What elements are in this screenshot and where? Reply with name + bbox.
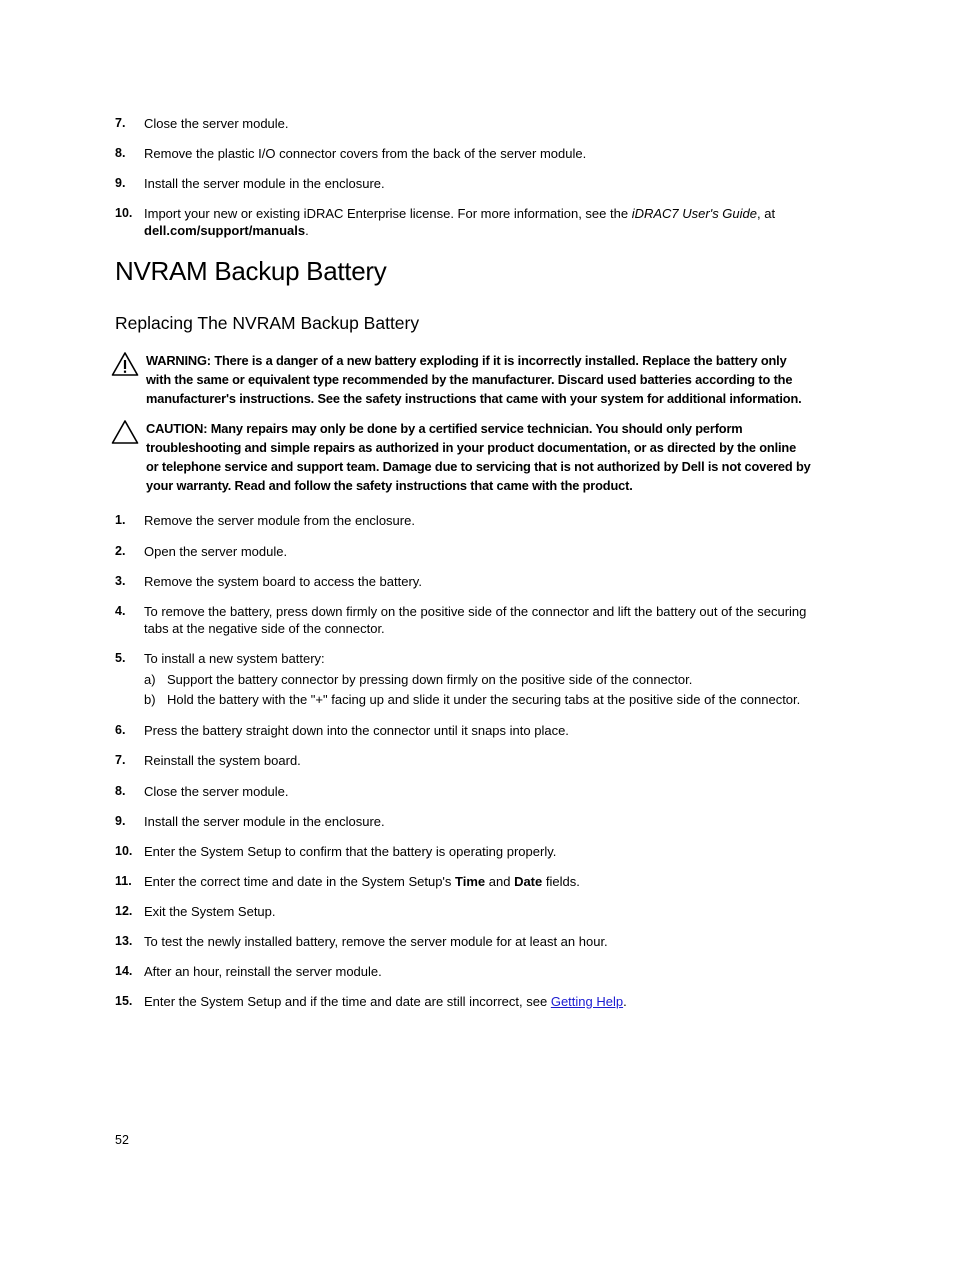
step-text bbox=[144, 993, 815, 1010]
procedure-step-3 bbox=[115, 573, 815, 590]
step-text-part: , at bbox=[757, 206, 776, 221]
procedure-step-5 bbox=[115, 650, 815, 708]
step-text: Press the battery straight down into the connector until it snaps into place. bbox=[144, 723, 569, 738]
step-number: 4. bbox=[115, 604, 126, 618]
substep-letter: b) bbox=[144, 692, 156, 707]
list-item bbox=[115, 873, 815, 890]
procedure-step-13 bbox=[115, 933, 815, 950]
list-item bbox=[115, 650, 815, 708]
step-number: 3. bbox=[115, 574, 126, 588]
procedure-step-15 bbox=[115, 993, 815, 1010]
step-text: Remove the system board to access the battery. bbox=[144, 574, 422, 589]
step-text: Remove the plastic I/O connector covers from the back of the server module. bbox=[144, 146, 587, 161]
step-text: Close the server module. bbox=[144, 116, 289, 131]
step-number: 6. bbox=[115, 723, 126, 737]
substep-text: Hold the battery with the "+" facing up and slide it under the securing tabs at the positive side of the connector. bbox=[167, 692, 801, 707]
step-text-part: Enter the System Setup and if the time and date are still incorrect, see bbox=[144, 994, 551, 1009]
subsection-title: Replacing The NVRAM Backup Battery bbox=[115, 313, 420, 333]
step-number: 8. bbox=[115, 146, 126, 160]
getting-help-link[interactable]: Getting Help bbox=[550, 994, 624, 1009]
procedure-step-2 bbox=[115, 543, 815, 560]
procedure-step-4 bbox=[115, 603, 815, 637]
continued-steps-list bbox=[115, 205, 815, 239]
list-item bbox=[115, 145, 815, 162]
step-text: Reinstall the system board. bbox=[144, 753, 301, 768]
substep bbox=[144, 691, 815, 708]
date-field-name: Date bbox=[514, 874, 543, 889]
continued-steps-list bbox=[115, 145, 815, 162]
support-url: dell.com/support/manuals bbox=[144, 223, 306, 238]
step-text: Open the server module. bbox=[144, 544, 288, 559]
step-number: 15. bbox=[115, 994, 133, 1008]
step-number: 7. bbox=[115, 116, 126, 130]
list-item bbox=[115, 813, 815, 830]
section-title: NVRAM Backup Battery bbox=[115, 256, 387, 286]
caution-icon bbox=[111, 419, 139, 445]
time-field-name: Time bbox=[455, 874, 486, 889]
procedure-step-1 bbox=[115, 512, 815, 529]
list-item bbox=[115, 603, 815, 637]
step-number: 11. bbox=[115, 874, 132, 888]
continued-steps-list bbox=[115, 175, 815, 192]
step-text-part: Import your new or existing iDRAC Enterprise license. For more information, see the bbox=[144, 206, 632, 221]
list-item bbox=[115, 573, 815, 590]
step-text: Install the server module in the enclosure. bbox=[144, 176, 385, 191]
step-number: 14. bbox=[115, 964, 133, 978]
procedure-step-8 bbox=[115, 783, 815, 800]
warning-icon bbox=[111, 351, 139, 377]
step-text-part: . bbox=[623, 994, 627, 1009]
step-number: 12. bbox=[115, 904, 133, 918]
step-text: After an hour, reinstall the server module. bbox=[144, 964, 382, 979]
step-text: Enter the System Setup to confirm that the battery is operating properly. bbox=[144, 844, 557, 859]
procedure-step-11 bbox=[115, 873, 815, 890]
step-number: 2. bbox=[115, 544, 126, 558]
continued-steps-list bbox=[115, 115, 815, 132]
list-item bbox=[115, 993, 815, 1010]
procedure-step-6 bbox=[115, 722, 815, 739]
step-text: Remove the server module from the enclosure. bbox=[144, 513, 415, 528]
step-text: Exit the System Setup. bbox=[144, 904, 276, 919]
step-text-part: Enter the correct time and date in the System Setup's bbox=[144, 874, 456, 889]
list-item bbox=[115, 903, 815, 920]
list-item bbox=[115, 722, 815, 739]
step-number: 10. bbox=[115, 844, 133, 858]
procedure-step-7 bbox=[115, 752, 815, 769]
step-number: 8. bbox=[115, 784, 126, 798]
step-text-part: fields. bbox=[542, 874, 580, 889]
step-text-part: and bbox=[485, 874, 515, 889]
list-item bbox=[115, 752, 815, 769]
step-text: Install the server module in the enclosure. bbox=[144, 814, 385, 829]
list-item bbox=[115, 205, 815, 239]
procedure-step-12 bbox=[115, 903, 815, 920]
list-item bbox=[115, 963, 815, 980]
list-item bbox=[115, 512, 815, 529]
step-number: 10. bbox=[115, 206, 133, 220]
list-item bbox=[115, 543, 815, 560]
step-text-part: . bbox=[305, 223, 309, 238]
step-number: 1. bbox=[115, 513, 126, 527]
procedure-step-10 bbox=[115, 843, 815, 860]
warning-text: WARNING: There is a danger of a new battery exploding if it is incorrectly installed. Replace the battery only with the same or equivalent type recommended by the manufacturer. Discard used batteries according to the manufacturer's instructions. See the safety instructions that came with your system for additional information. bbox=[146, 353, 802, 406]
step-number: 7. bbox=[115, 753, 126, 767]
substep-letter: a) bbox=[144, 672, 156, 687]
guide-title: iDRAC7 User's Guide bbox=[631, 206, 757, 221]
caution-notice bbox=[111, 419, 811, 495]
step-text: To test the newly installed battery, remove the server module for at least an hour. bbox=[144, 934, 608, 949]
list-item bbox=[115, 933, 815, 950]
substep bbox=[144, 671, 815, 688]
list-item bbox=[115, 175, 815, 192]
step-text bbox=[144, 873, 815, 890]
caution-text: CAUTION: Many repairs may only be done by a certified service technician. You should only perform troubleshooting and simple repairs as authorized in your product documentation, or as directed by the online or telephone service and support team. Damage due to servicing that is not authorized by Dell is not covered by your warranty. Read and follow the safety instructions that came with the product. bbox=[146, 421, 811, 493]
list-item bbox=[115, 783, 815, 800]
step-number: 13. bbox=[115, 934, 133, 948]
step-text: To install a new system battery: bbox=[144, 651, 325, 666]
step-number: 9. bbox=[115, 176, 126, 190]
warning-notice bbox=[111, 351, 811, 408]
step-number: 9. bbox=[115, 814, 126, 828]
step-text bbox=[144, 205, 815, 239]
procedure-step-14 bbox=[115, 963, 815, 980]
step-text: To remove the battery, press down firmly on the positive side of the connector and lift the battery out of the securing tabs at the negative side of the connector. bbox=[144, 604, 807, 636]
step-text: Close the server module. bbox=[144, 784, 289, 799]
list-item bbox=[115, 843, 815, 860]
step-number: 5. bbox=[115, 651, 126, 665]
procedure-step-9 bbox=[115, 813, 815, 830]
substep-text: Support the battery connector by pressing down firmly on the positive side of the connector. bbox=[167, 672, 693, 687]
page-number: 52 bbox=[115, 1133, 129, 1147]
list-item bbox=[115, 115, 815, 132]
